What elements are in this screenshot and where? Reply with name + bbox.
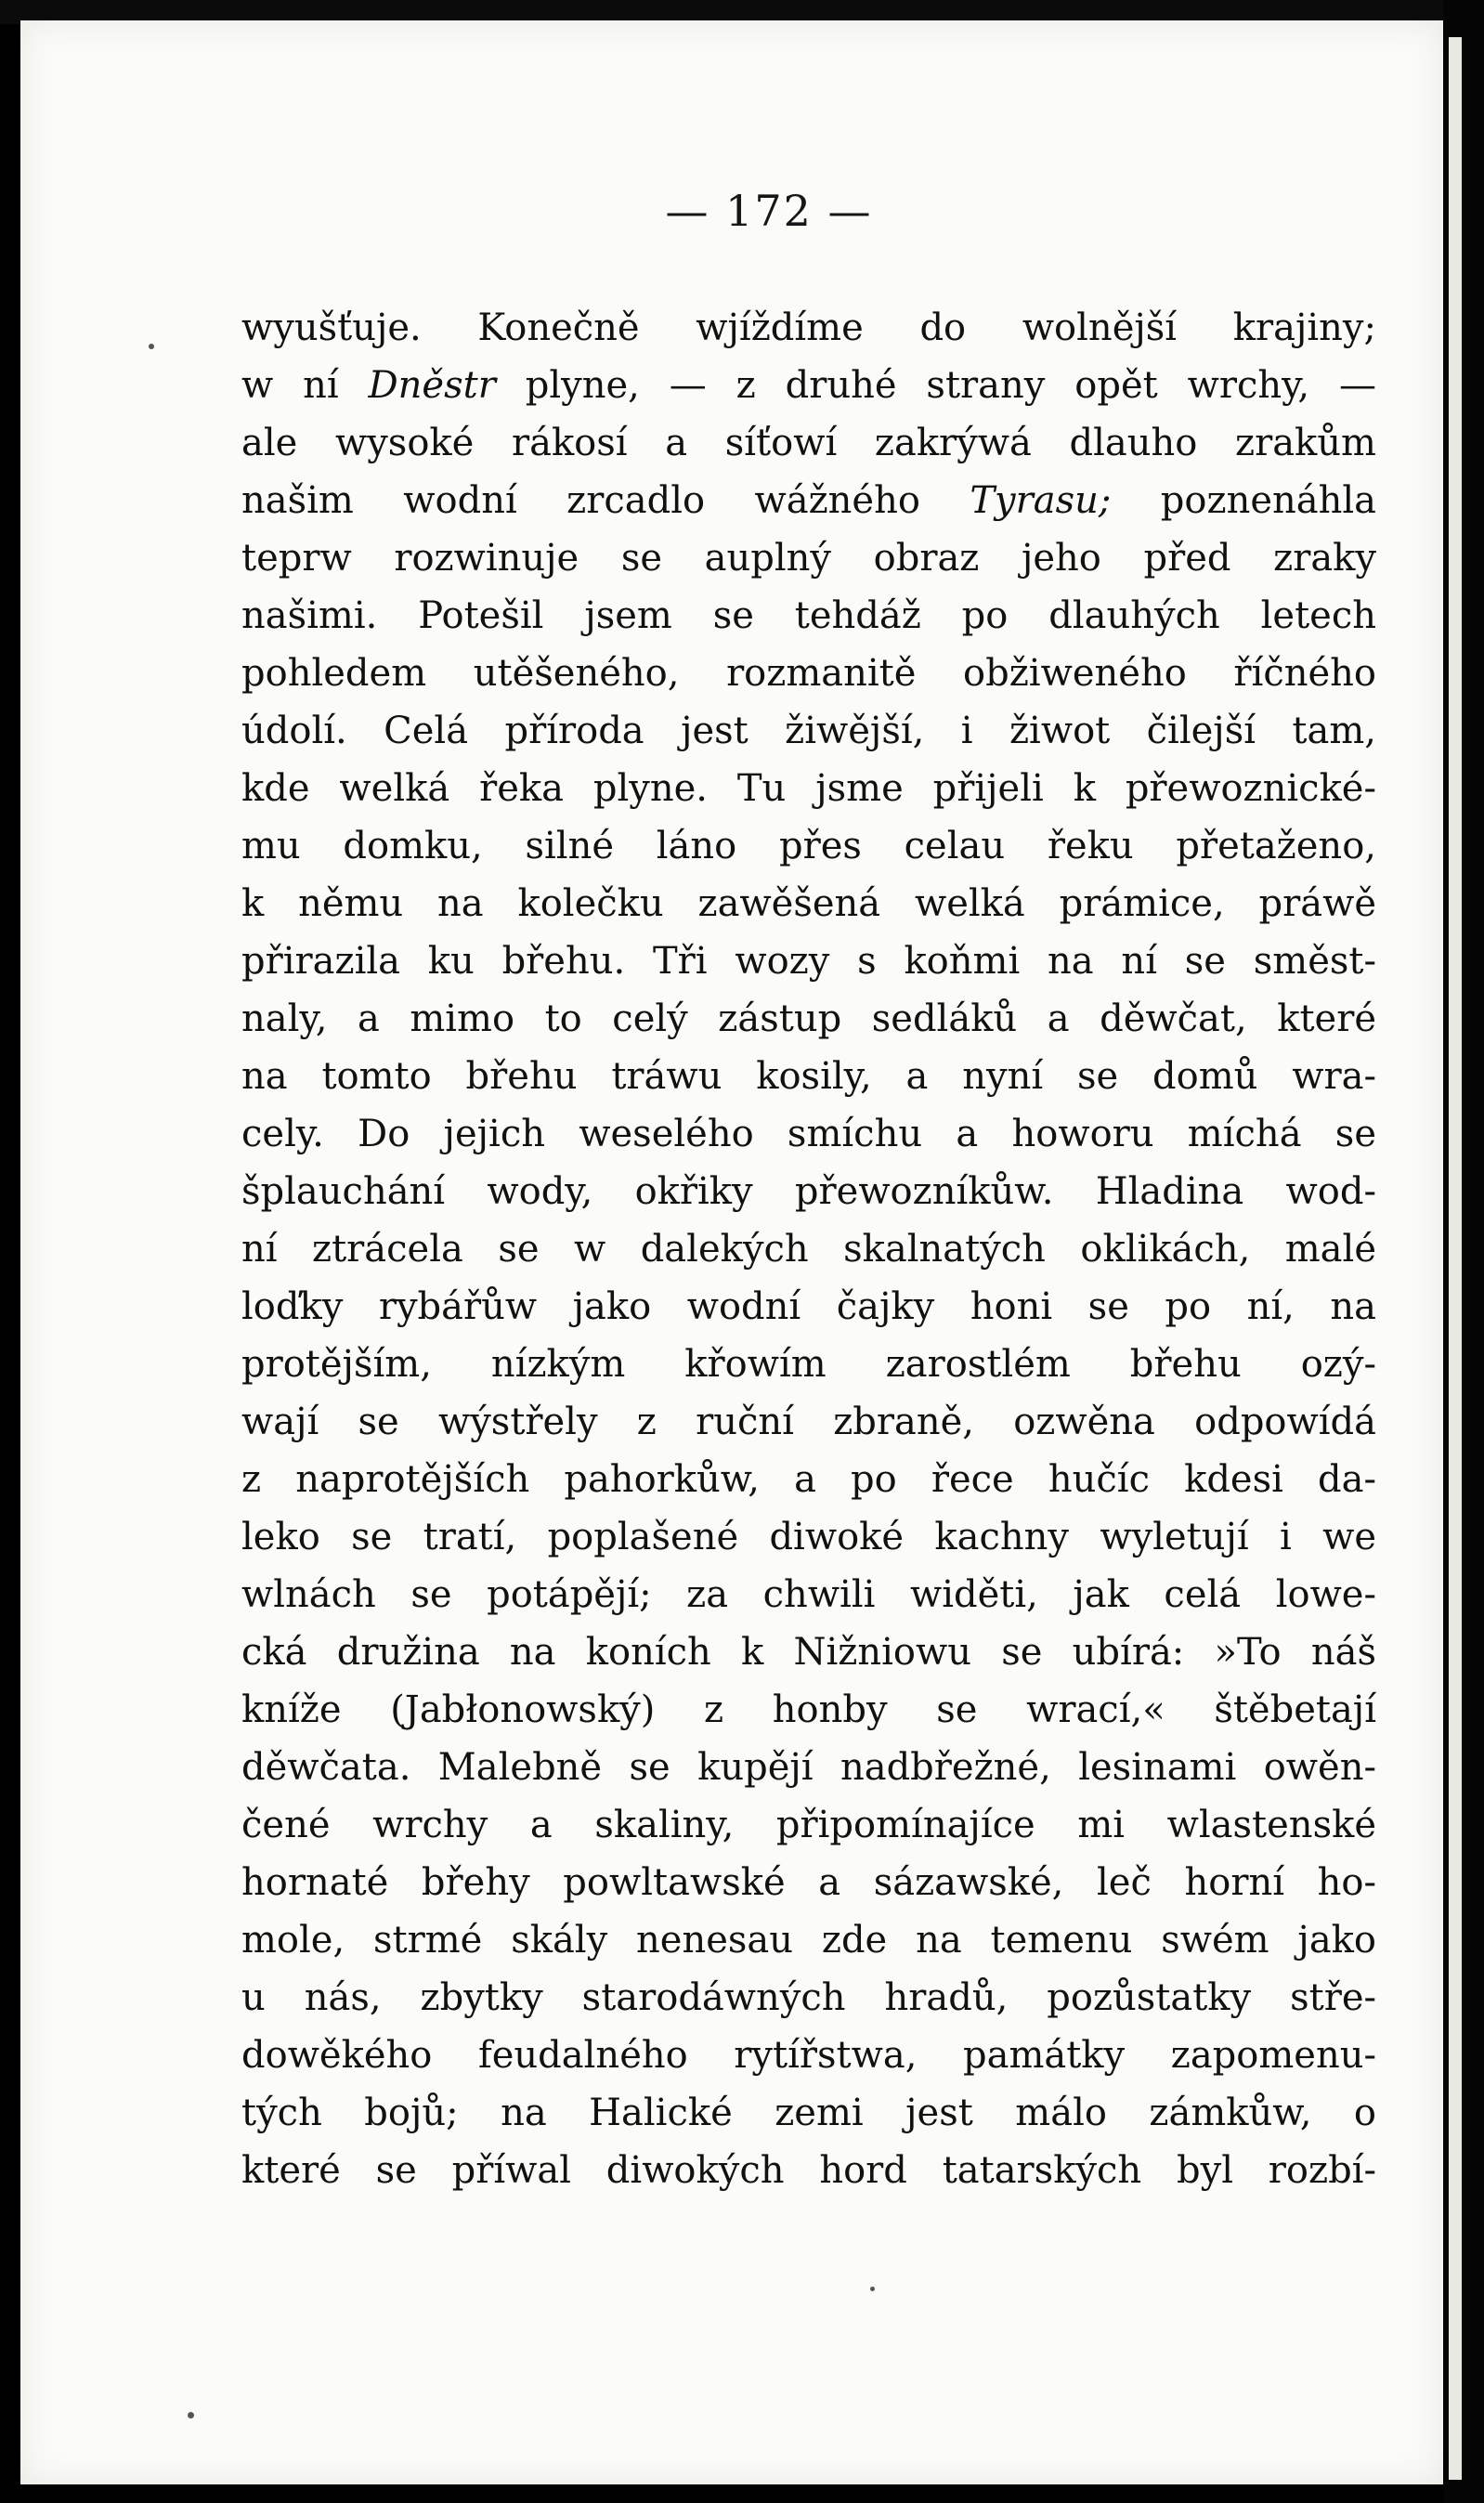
text-run: poznenáhla bbox=[1111, 479, 1376, 522]
text-line: pohledem utěšeného, rozmanitě obžiweného říčného bbox=[241, 652, 1376, 695]
text-line: kníže (Jabłonowský) z honby se wrací,« štěbetají bbox=[241, 1688, 1376, 1731]
text-line bbox=[241, 472, 1376, 529]
text-line: teprw rozwinuje se auplný obraz jeho před zraky bbox=[241, 537, 1376, 580]
text-line: wyušťuje. Konečně wjíždíme do wolnější krajiny; bbox=[241, 306, 1376, 349]
text-line: wají se wýstřely z ruční zbraně, ozwěna odpowídá bbox=[241, 1401, 1376, 1443]
italic-place-name: Dněstr bbox=[368, 364, 496, 407]
text-line bbox=[241, 357, 1376, 414]
text-line: naly, a mimo to celý zástup sedláků a děwčat, které bbox=[241, 997, 1376, 1040]
text-line: protějším, nízkým křowím zarostlém břehu ozý- bbox=[241, 1343, 1376, 1386]
text-line: tých bojů; na Halické zemi jest málo zámkůw, o bbox=[241, 2092, 1376, 2134]
text-line: cely. Do jejich weselého smíchu a howoru míchá se bbox=[241, 1113, 1376, 1155]
text-line: kde welká řeka plyne. Tu jsme přijeli k přewoznické- bbox=[241, 767, 1376, 810]
text-line: přirazila ku břehu. Tři wozy s koňmi na ní se směst- bbox=[241, 940, 1376, 983]
adjacent-page-edge bbox=[1449, 37, 1462, 2480]
dust-speck bbox=[870, 2287, 875, 2291]
text-line: hornaté břehy powltawské a sázawské, leč horní ho- bbox=[241, 1861, 1376, 1904]
dust-speck bbox=[188, 2412, 194, 2418]
text-line: wlnách se potápějí; za chwili widěti, jak celá lowe- bbox=[241, 1573, 1376, 1616]
text-line: které se příwal diwokých hord tatarských byl rozbí- bbox=[241, 2149, 1376, 2192]
text-line: našimi. Potešil jsem se tehdáž po dlauhých letech bbox=[241, 594, 1376, 637]
text-line: na tomto břehu tráwu kosily, a nyní se domů wra- bbox=[241, 1055, 1376, 1098]
text-line: leko se tratí, poplašené diwoké kachny wyletují i we bbox=[241, 1516, 1376, 1558]
text-line: ní ztrácela se w dalekých skalnatých oklikách, malé bbox=[241, 1228, 1376, 1271]
body-text bbox=[241, 299, 1376, 2199]
text-run: plyne, — z druhé strany opět wrchy, — bbox=[495, 364, 1376, 407]
text-run: našim wodní zrcadlo wážného bbox=[241, 479, 970, 522]
text-line: šplauchání wody, okřiky přewozníkůw. Hladina wod- bbox=[241, 1170, 1376, 1213]
text-line: loďky rybářůw jako wodní čajky honi se po ní, na bbox=[241, 1285, 1376, 1328]
text-run: w ní bbox=[241, 364, 369, 407]
text-line: děwčata. Malebně se kupějí nadbřežné, lesinami owěn- bbox=[241, 1746, 1376, 1789]
text-line: cká družina na koních k Nižniowu se ubírá: »To náš bbox=[241, 1631, 1376, 1674]
text-line: údolí. Celá příroda jest žiwější, i žiwot čilejší tam, bbox=[241, 710, 1376, 752]
text-line: z naprotějších pahorkůw, a po řece hučíc kdesi da- bbox=[241, 1458, 1376, 1501]
dust-speck bbox=[149, 344, 154, 349]
text-line: mu domku, silné láno přes celau řeku přetaženo, bbox=[241, 825, 1376, 867]
italic-place-name: Tyrasu; bbox=[970, 479, 1112, 522]
page-number: — 172 — bbox=[665, 186, 873, 236]
text-line: u nás, zbytky starodáwných hradů, pozůstatky stře- bbox=[241, 1976, 1376, 2019]
text-line: mole, strmé skály nenesau zde na temenu swém jako bbox=[241, 1919, 1376, 1962]
text-line: k němu na kolečku zawěšená welká prámice, práwě bbox=[241, 882, 1376, 925]
book-page bbox=[20, 20, 1443, 2484]
text-line: ale wysoké rákosí a síťowí zakrýwá dlauho zrakům bbox=[241, 422, 1376, 464]
text-line: dowěkého feudalného rytířstwa, památky zapomenu- bbox=[241, 2034, 1376, 2077]
text-line: čené wrchy a skaliny, připomínajíce mi wlastenské bbox=[241, 1804, 1376, 1846]
